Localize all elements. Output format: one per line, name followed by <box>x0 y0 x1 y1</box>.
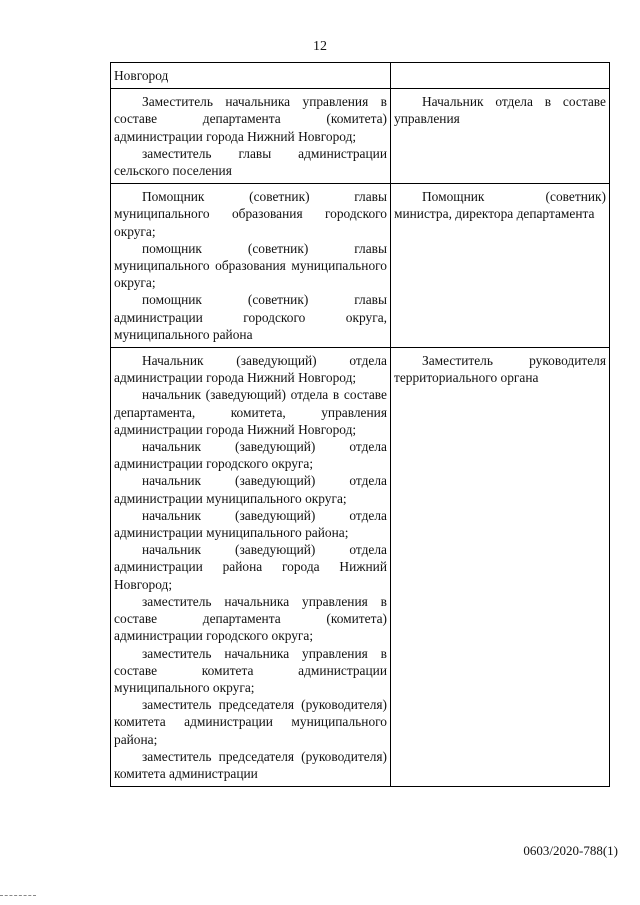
cell-paragraph: Начальник отдела в составе управления <box>394 94 606 127</box>
table-cell-left <box>111 348 391 787</box>
cell-paragraph: начальник (заведующий) отдела администрации муниципального района; <box>114 507 387 541</box>
cell-paragraph: Заместитель начальника управления в составе департамента (комитета) администрации города Нижний Новгород; <box>114 94 387 144</box>
cell-paragraph: Новгород <box>114 68 169 83</box>
page-number: 12 <box>313 39 327 54</box>
cell-paragraph: заместитель председателя (руководителя) комитета администрации муниципального района; <box>114 697 387 747</box>
cell-paragraph: помощник (советник) главы муниципального образования муниципального округа; <box>114 240 387 291</box>
cell-paragraph: Помощник (советник) главы муниципального образования городского округа; <box>114 189 387 239</box>
cell-paragraph: начальник (заведующий) отдела администрации района города Нижний Новгород; <box>114 542 387 592</box>
cell-paragraph: помощник (советник) главы администрации городского округа, муниципального района <box>114 292 387 342</box>
cell-paragraph: Начальник (заведующий) отдела администрации города Нижний Новгород; <box>114 353 387 386</box>
cell-paragraph: начальник (заведующий) отдела администрации городского округа; <box>114 439 387 472</box>
table-cell-right <box>391 184 610 348</box>
scan-edge-mark <box>0 895 36 896</box>
table-cell-right <box>391 348 610 787</box>
table-cell-right <box>391 89 610 184</box>
cell-paragraph: заместитель начальника управления в составе департамента (комитета) администрации городского округа; <box>114 593 387 644</box>
table-row <box>111 348 610 787</box>
cell-paragraph: заместитель главы администрации сельского поселения <box>114 145 387 179</box>
table-row <box>111 89 610 184</box>
positions-table <box>110 62 610 787</box>
cell-paragraph: заместитель начальника управления в составе комитета администрации муниципального округа; <box>114 645 387 695</box>
table-cell-right <box>391 63 610 89</box>
table-cell-left <box>111 89 391 184</box>
table-cell-left <box>111 63 391 89</box>
table-row <box>111 63 610 89</box>
document-code: 0603/2020-788(1) <box>523 843 618 858</box>
cell-paragraph: Заместитель руководителя территориального органа <box>394 353 606 386</box>
cell-paragraph: начальник (заведующий) отдела в составе департамента, комитета, управления администрации города Нижний Новгород; <box>114 387 387 437</box>
table-row <box>111 184 610 348</box>
cell-paragraph: Помощник (советник) министра, директора департамента <box>394 189 606 222</box>
cell-paragraph: заместитель председателя (руководителя) комитета администрации <box>114 748 387 781</box>
cell-paragraph: начальник (заведующий) отдела администрации муниципального округа; <box>114 473 387 506</box>
table-cell-left <box>111 184 391 348</box>
